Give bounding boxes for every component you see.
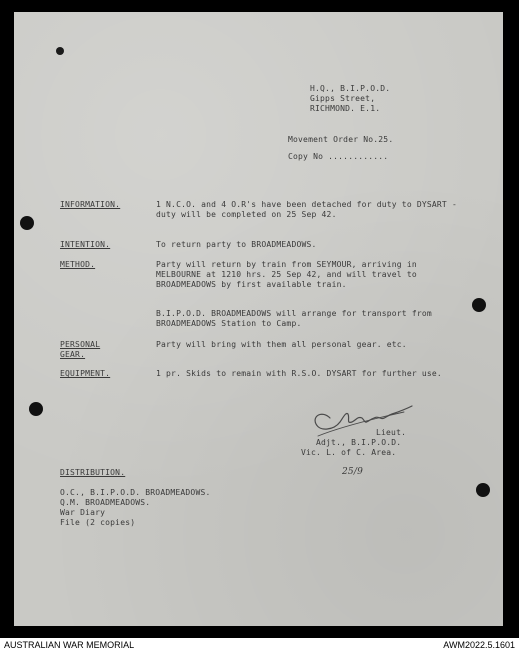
section-text-intention: To return party to BROADMEADOWS.	[156, 240, 317, 249]
section-text-equipment: 1 pr. Skids to remain with R.S.O. DYSART for further use.	[156, 369, 442, 378]
distribution-item: Q.M. BROADMEADOWS.	[60, 498, 151, 507]
footer-source: AUSTRALIAN WAR MEMORIAL	[4, 640, 135, 650]
distribution-heading: DISTRIBUTION.	[60, 468, 126, 477]
copy-number: Copy No ............	[288, 152, 389, 161]
section-text-information: 1 N.C.O. and 4 O.R's have been detached for duty to DYSART - duty will be completed on 25 Sep 42.	[156, 200, 457, 219]
distribution-item: File (2 copies)	[60, 518, 136, 527]
section-label-method: METHOD.	[60, 260, 96, 269]
header-line-2: Gipps Street,	[310, 94, 376, 103]
section-label-equipment: EQUIPMENT.	[60, 369, 111, 378]
footer-bar	[0, 638, 519, 653]
signature-unit: Vic. L. of C. Area.	[301, 448, 397, 457]
punch-hole-left-upper	[20, 216, 34, 230]
section-label-personal-gear: PERSONAL GEAR.	[60, 340, 101, 359]
punch-hole-top	[56, 47, 64, 55]
header-line-1: H.Q., B.I.P.O.D.	[310, 84, 391, 93]
punch-hole-right-lower	[476, 483, 490, 497]
signature-title: Adjt., B.I.P.O.D.	[316, 438, 402, 447]
handwritten-date: 25/9	[342, 467, 364, 477]
section-label-intention: INTENTION.	[60, 240, 111, 249]
punch-hole-left-lower	[29, 402, 43, 416]
header-line-3: RICHMOND. E.1.	[310, 104, 381, 113]
signature-rank: Lieut.	[376, 428, 407, 437]
section-text-method-1: Party will return by train from SEYMOUR, arriving in MELBOURNE at 1210 hrs. 25 Sep 42, and will travel to BROADMEADOWS by first available train.	[156, 260, 417, 289]
section-text-personal-gear: Party will bring with them all personal gear. etc.	[156, 340, 407, 349]
order-title: Movement Order No.25.	[288, 135, 394, 144]
distribution-item: War Diary	[60, 508, 106, 517]
distribution-item: O.C., B.I.P.O.D. BROADMEADOWS.	[60, 488, 211, 497]
footer-accession-number: AWM2022.5.1601	[443, 640, 515, 650]
punch-hole-right-upper	[472, 298, 486, 312]
section-label-information: INFORMATION.	[60, 200, 121, 209]
section-text-method-2: B.I.P.O.D. BROADMEADOWS will arrange for transport from BROADMEADOWS Station to Camp.	[156, 309, 432, 328]
document-page	[14, 12, 503, 626]
